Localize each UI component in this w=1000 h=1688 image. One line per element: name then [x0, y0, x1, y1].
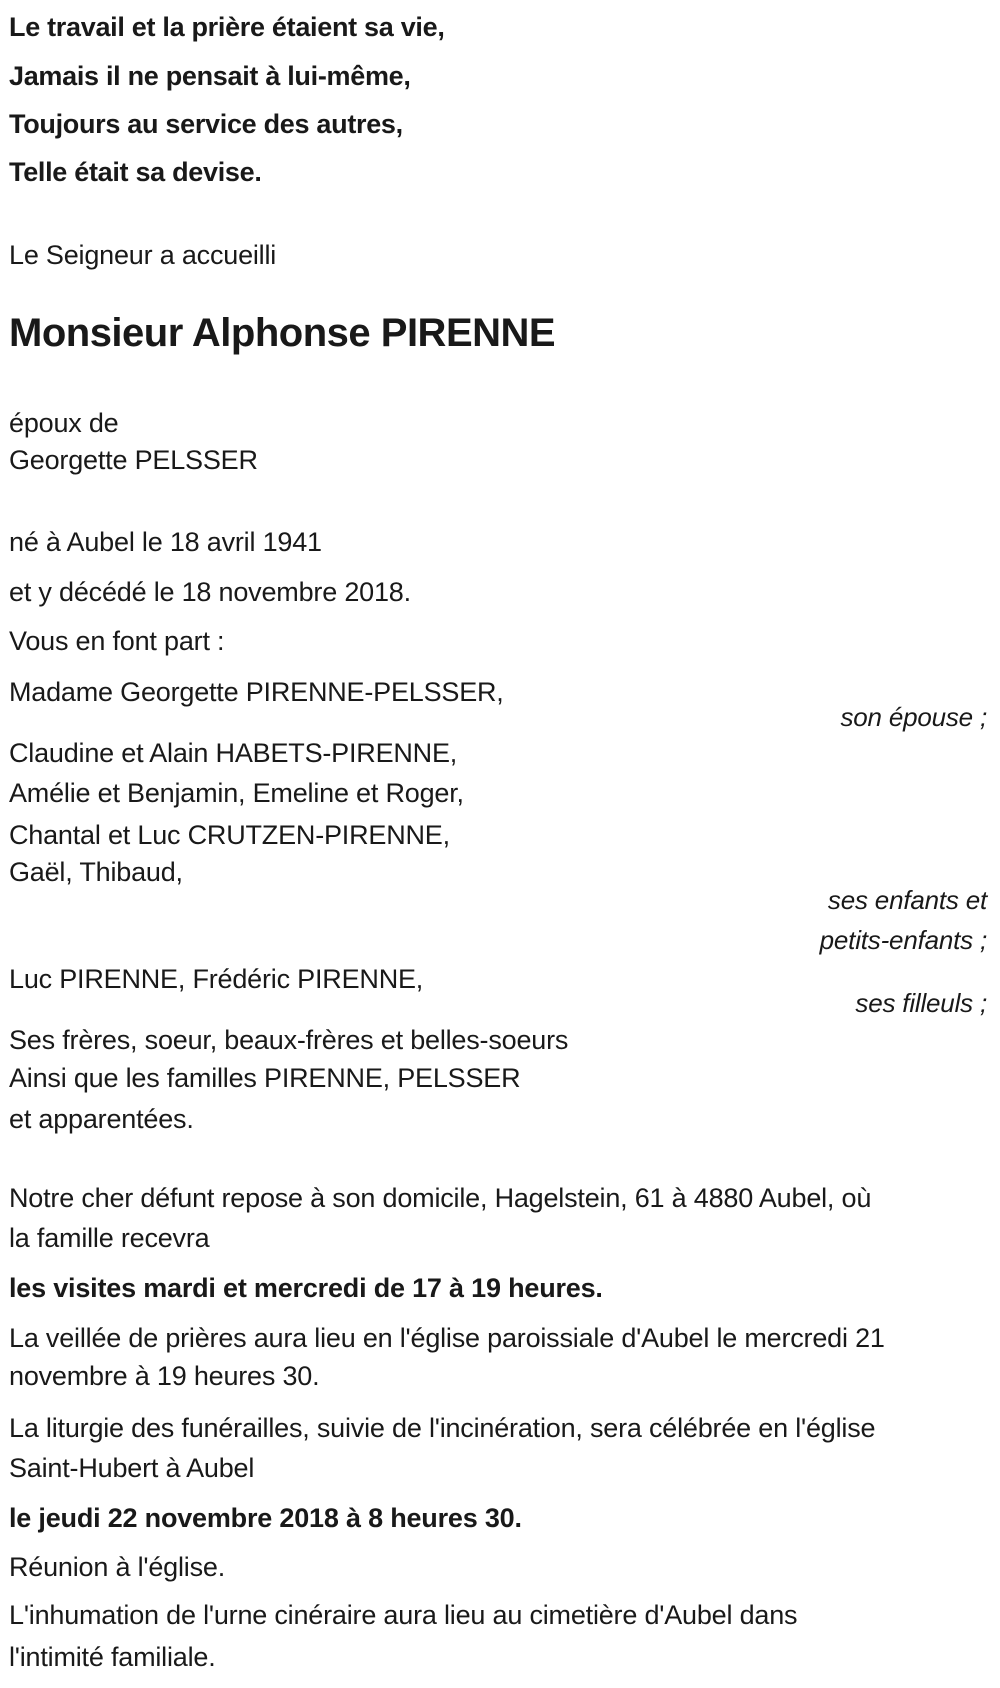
- relation-label: ses enfants et: [827, 885, 987, 915]
- repose-line: Notre cher défunt repose à son domicile, Hagelstein, 61 à 4880 Aubel, où: [9, 1183, 872, 1213]
- epitaph-line: Telle était sa devise.: [9, 157, 262, 187]
- mourner-line: Amélie et Benjamin, Emeline et Roger,: [9, 778, 464, 808]
- liturgy-line: La liturgie des funérailles, suivie de l'incinération, sera célébrée en l'église: [9, 1413, 876, 1443]
- mourner-line: Madame Georgette PIRENNE-PELSSER,: [9, 677, 504, 707]
- visits-schedule: les visites mardi et mercredi de 17 à 19 heures.: [9, 1273, 603, 1303]
- relation-label: ses filleuls ;: [855, 988, 987, 1018]
- mourner-line: Ses frères, soeur, beaux-frères et belles-soeurs: [9, 1025, 569, 1055]
- meeting-line: Réunion à l'église.: [9, 1552, 225, 1582]
- mourner-line: et apparentées.: [9, 1104, 194, 1134]
- relation-label: petits-enfants ;: [819, 925, 987, 955]
- spouse-line: époux de: [9, 408, 119, 438]
- liturgy-line: Saint-Hubert à Aubel: [9, 1453, 255, 1483]
- vigil-line: novembre à 19 heures 30.: [9, 1361, 320, 1391]
- mourner-line: Ainsi que les familles PIRENNE, PELSSER: [9, 1063, 521, 1093]
- mourner-line: Luc PIRENNE, Frédéric PIRENNE,: [9, 964, 424, 994]
- vigil-line: La veillée de prières aura lieu en l'église paroissiale d'Aubel le mercredi 21: [9, 1323, 885, 1353]
- mourner-line: Gaël, Thibaud,: [9, 857, 183, 887]
- epitaph-line: Toujours au service des autres,: [9, 109, 403, 139]
- liturgy-date: le jeudi 22 novembre 2018 à 8 heures 30.: [9, 1503, 522, 1533]
- intro-line: Le Seigneur a accueilli: [9, 240, 277, 270]
- epitaph-line: Jamais il ne pensait à lui-même,: [9, 61, 411, 91]
- epitaph-line: Le travail et la prière étaient sa vie,: [9, 12, 445, 42]
- announcement-intro: Vous en font part :: [9, 626, 225, 656]
- repose-line: la famille recevra: [9, 1223, 210, 1253]
- deceased-name: Monsieur Alphonse PIRENNE: [9, 311, 556, 355]
- mourner-line: Chantal et Luc CRUTZEN-PIRENNE,: [9, 820, 450, 850]
- spouse-name: Georgette PELSSER: [9, 445, 258, 475]
- burial-line: l'intimité familiale.: [9, 1642, 216, 1672]
- mourner-line: Claudine et Alain HABETS-PIRENNE,: [9, 738, 458, 768]
- birth-line: né à Aubel le 18 avril 1941: [9, 527, 322, 557]
- burial-line: L'inhumation de l'urne cinéraire aura lieu au cimetière d'Aubel dans: [9, 1600, 798, 1630]
- death-line: et y décédé le 18 novembre 2018.: [9, 577, 411, 607]
- relation-label: son épouse ;: [840, 702, 987, 732]
